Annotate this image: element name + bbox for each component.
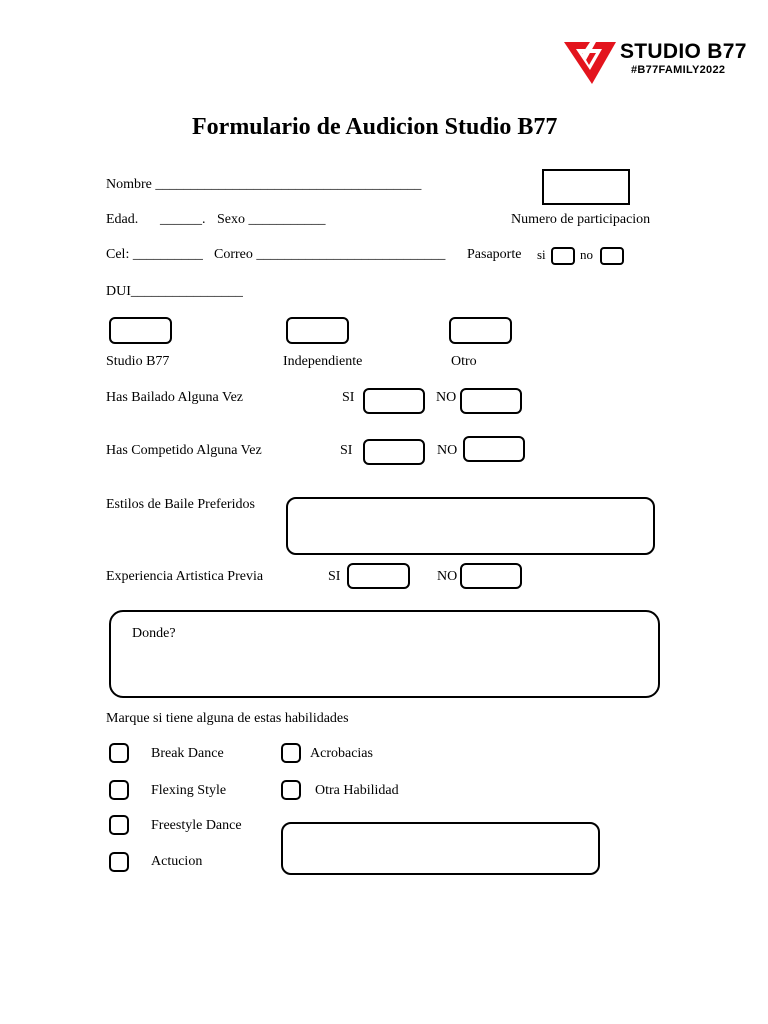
bailado-no-label: NO	[436, 390, 457, 405]
freestyle-dance-label: Freestyle Dance	[151, 818, 242, 833]
competido-no-checkbox[interactable]	[463, 436, 525, 462]
donde-label: Donde?	[132, 626, 176, 641]
studio-b77-checkbox[interactable]	[109, 317, 172, 344]
experiencia-label: Experiencia Artistica Previa	[106, 569, 264, 584]
studio-b77-label: Studio B77	[106, 354, 170, 369]
edad-blank[interactable]: ______.	[160, 212, 206, 227]
competido-si-label: SI	[340, 443, 353, 458]
break-dance-label: Break Dance	[151, 746, 224, 761]
page-title: Formulario de Audicion Studio B77	[192, 114, 558, 140]
bailado-si-checkbox[interactable]	[363, 388, 425, 414]
donde-textarea[interactable]	[109, 610, 660, 698]
brand-name: STUDIO B77	[620, 40, 747, 63]
experiencia-si-checkbox[interactable]	[347, 563, 410, 589]
pasaporte-no-label: no	[580, 247, 593, 262]
nombre-label: Nombre ______________________________________	[106, 177, 422, 192]
experiencia-si-label: SI	[328, 569, 341, 584]
otra-habilidad-textarea[interactable]	[281, 822, 600, 875]
independiente-label: Independiente	[283, 354, 363, 369]
otro-checkbox[interactable]	[449, 317, 512, 344]
otro-label: Otro	[451, 354, 477, 369]
competido-si-checkbox[interactable]	[363, 439, 425, 465]
participation-number-box[interactable]	[542, 169, 630, 205]
pasaporte-si-label: si	[537, 247, 546, 262]
freestyle-dance-checkbox[interactable]	[109, 815, 129, 835]
experiencia-no-checkbox[interactable]	[460, 563, 522, 589]
flexing-style-checkbox[interactable]	[109, 780, 129, 800]
brand-hashtag: #B77FAMILY2022	[631, 64, 726, 76]
break-dance-checkbox[interactable]	[109, 743, 129, 763]
dui-label: DUI________________	[106, 284, 243, 299]
cel-label: Cel: __________	[106, 247, 203, 262]
acrobacias-label: Acrobacias	[310, 746, 373, 761]
actucion-label: Actucion	[151, 854, 203, 869]
flexing-style-label: Flexing Style	[151, 783, 227, 798]
competido-no-label: NO	[437, 443, 458, 458]
bailado-si-label: SI	[342, 390, 355, 405]
acrobacias-checkbox[interactable]	[281, 743, 301, 763]
sexo-label: Sexo ___________	[217, 212, 326, 227]
actucion-checkbox[interactable]	[109, 852, 129, 872]
otra-habilidad-label: Otra Habilidad	[315, 783, 399, 798]
competido-label: Has Competido Alguna Vez	[106, 443, 262, 458]
pasaporte-label: Pasaporte	[467, 247, 522, 262]
habilidades-label: Marque si tiene alguna de estas habilidades	[106, 711, 349, 726]
estilos-textarea[interactable]	[286, 497, 655, 555]
experiencia-no-label: NO	[437, 569, 458, 584]
correo-label: Correo ___________________________	[214, 247, 446, 262]
pasaporte-si-checkbox[interactable]	[551, 247, 575, 265]
bailado-label: Has Bailado Alguna Vez	[106, 390, 243, 405]
estilos-label: Estilos de Baile Preferidos	[106, 497, 255, 512]
otra-habilidad-checkbox[interactable]	[281, 780, 301, 800]
numero-participacion-label: Numero de participacion	[511, 212, 651, 227]
pasaporte-no-checkbox[interactable]	[600, 247, 624, 265]
bailado-no-checkbox[interactable]	[460, 388, 522, 414]
independiente-checkbox[interactable]	[286, 317, 349, 344]
edad-label: Edad.	[106, 212, 139, 227]
logo-mark-icon	[562, 40, 618, 86]
